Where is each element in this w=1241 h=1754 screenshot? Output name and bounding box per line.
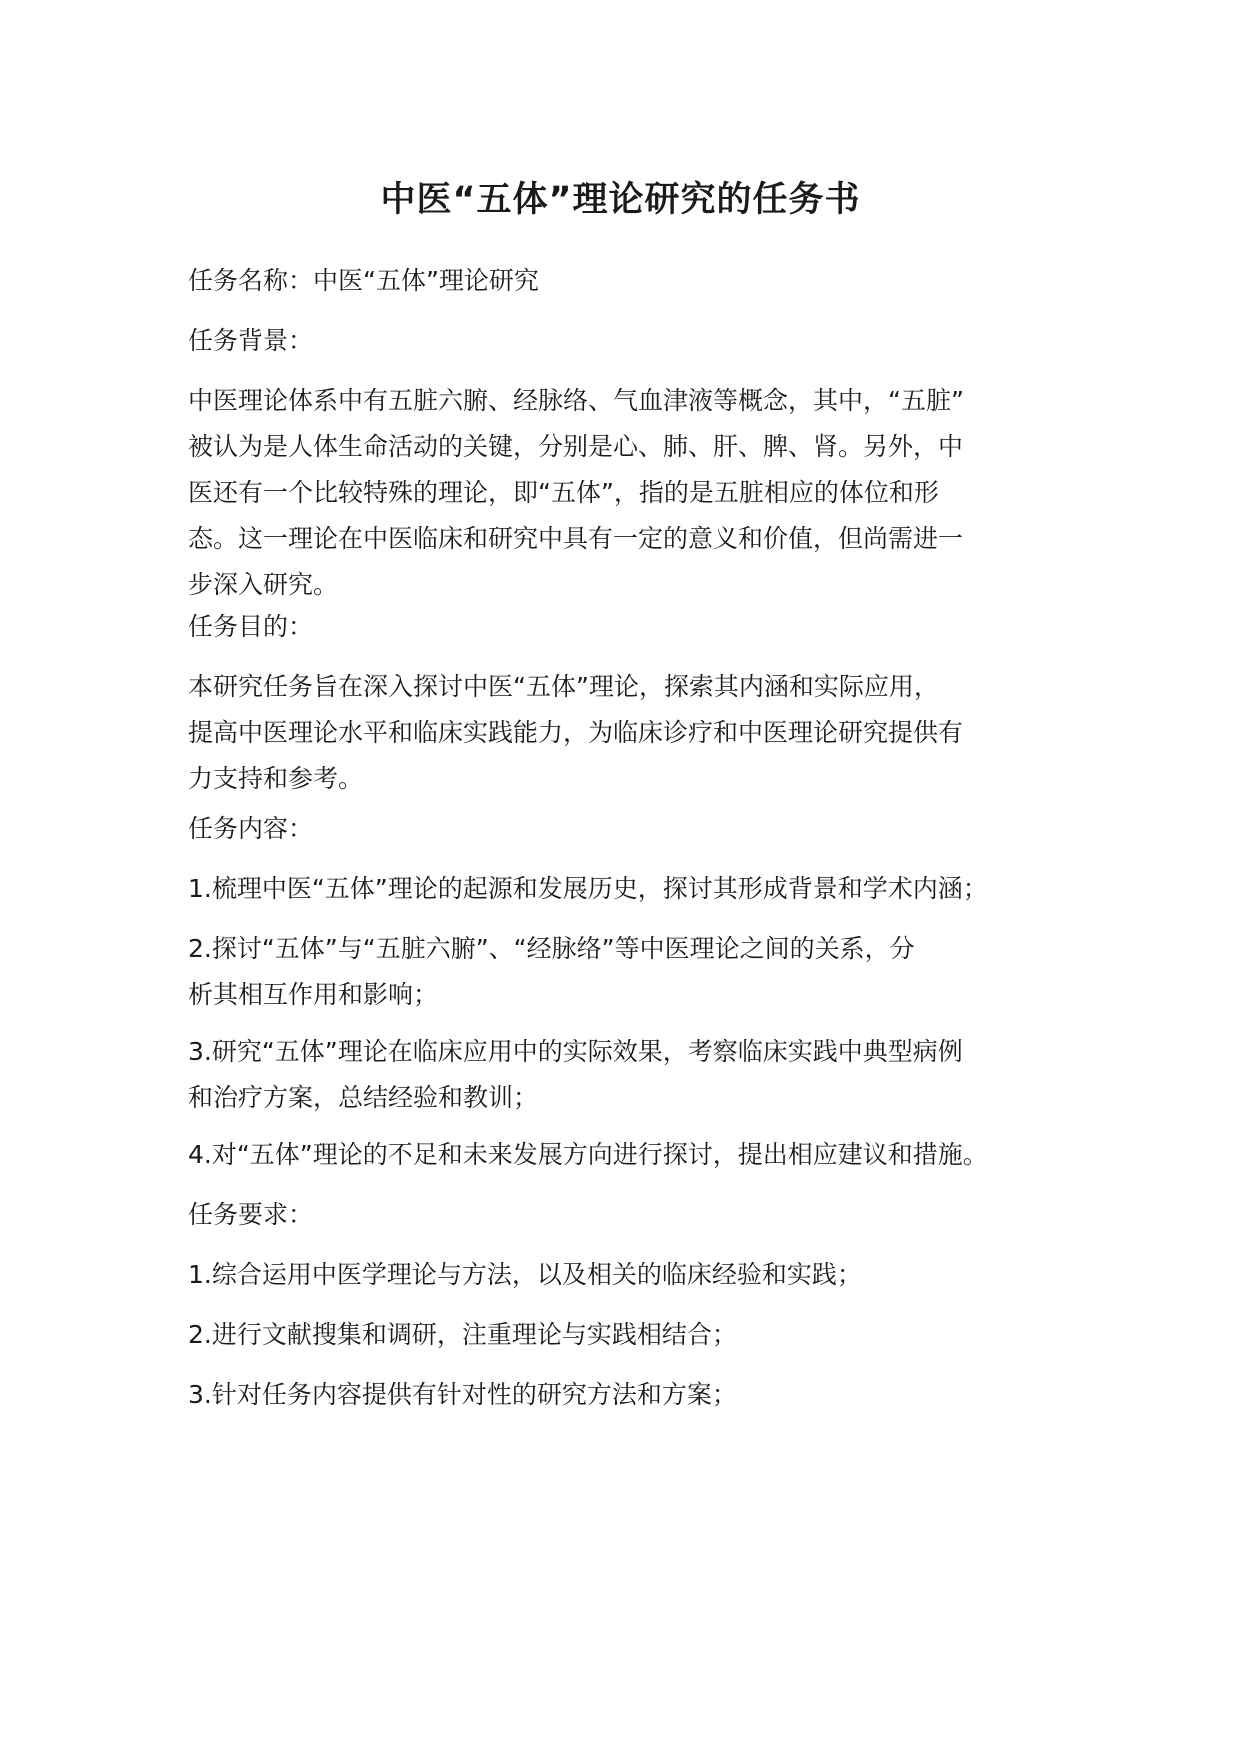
content-item-2-line: 析其相互作用和影响； bbox=[188, 980, 439, 1009]
content-item-2-line: 2.探讨“五体”与“五脏六腑”、“经脉络”等中医理论之间的关系，分 bbox=[188, 934, 915, 963]
requirement-item-1: 1.综合运用中医学理论与方法，以及相关的临床经验和实践； bbox=[188, 1260, 862, 1289]
background-paragraph bbox=[188, 378, 1068, 608]
purpose-line: 本研究任务旨在深入探讨中医“五体”理论，探索其内涵和实际应用， bbox=[188, 672, 939, 701]
purpose-line: 提高中医理论水平和临床实践能力，为临床诊疗和中医理论研究提供有 bbox=[188, 718, 964, 747]
content-item-3-line: 和治疗方案，总结经验和教训； bbox=[188, 1083, 539, 1112]
task-name: 任务名称：中医“五体”理论研究 bbox=[188, 266, 539, 295]
content-item-3-line: 3.研究“五体”理论在临床应用中的实际效果，考察临床实践中典型病例 bbox=[188, 1037, 963, 1066]
requirements-heading: 任务要求： bbox=[188, 1200, 314, 1229]
purpose-line: 力支持和参考。 bbox=[188, 764, 364, 793]
content-item-1: 1.梳理中医“五体”理论的起源和发展历史，探讨其形成背景和学术内涵； bbox=[188, 874, 988, 903]
content-item-2 bbox=[188, 926, 1068, 1018]
requirement-item-3: 3.针对任务内容提供有针对性的研究方法和方案； bbox=[188, 1380, 737, 1409]
content-item-3 bbox=[188, 1029, 1068, 1121]
purpose-heading: 任务目的： bbox=[188, 612, 314, 641]
content-item-4: 4.对“五体”理论的不足和未来发展方向进行探讨，提出相应建议和措施。 bbox=[188, 1140, 988, 1169]
background-line: 步深入研究。 bbox=[188, 570, 339, 599]
background-heading: 任务背景： bbox=[188, 326, 314, 355]
background-line: 医还有一个比较特殊的理论，即“五体”，指的是五脏相应的体位和形 bbox=[188, 478, 939, 507]
document-title: 中医“五体”理论研究的任务书 bbox=[380, 180, 861, 220]
requirement-item-2: 2.进行文献搜集和调研，注重理论与实践相结合； bbox=[188, 1320, 737, 1349]
content-heading: 任务内容： bbox=[188, 814, 314, 843]
purpose-paragraph bbox=[188, 664, 1068, 802]
background-line: 中医理论体系中有五脏六腑、经脉络、气血津液等概念，其中，“五脏” bbox=[188, 386, 964, 415]
background-line: 被认为是人体生命活动的关键，分别是心、肺、肝、脾、肾。另外，中 bbox=[188, 432, 964, 461]
background-line: 态。这一理论在中医临床和研究中具有一定的意义和价值，但尚需进一 bbox=[188, 524, 964, 553]
